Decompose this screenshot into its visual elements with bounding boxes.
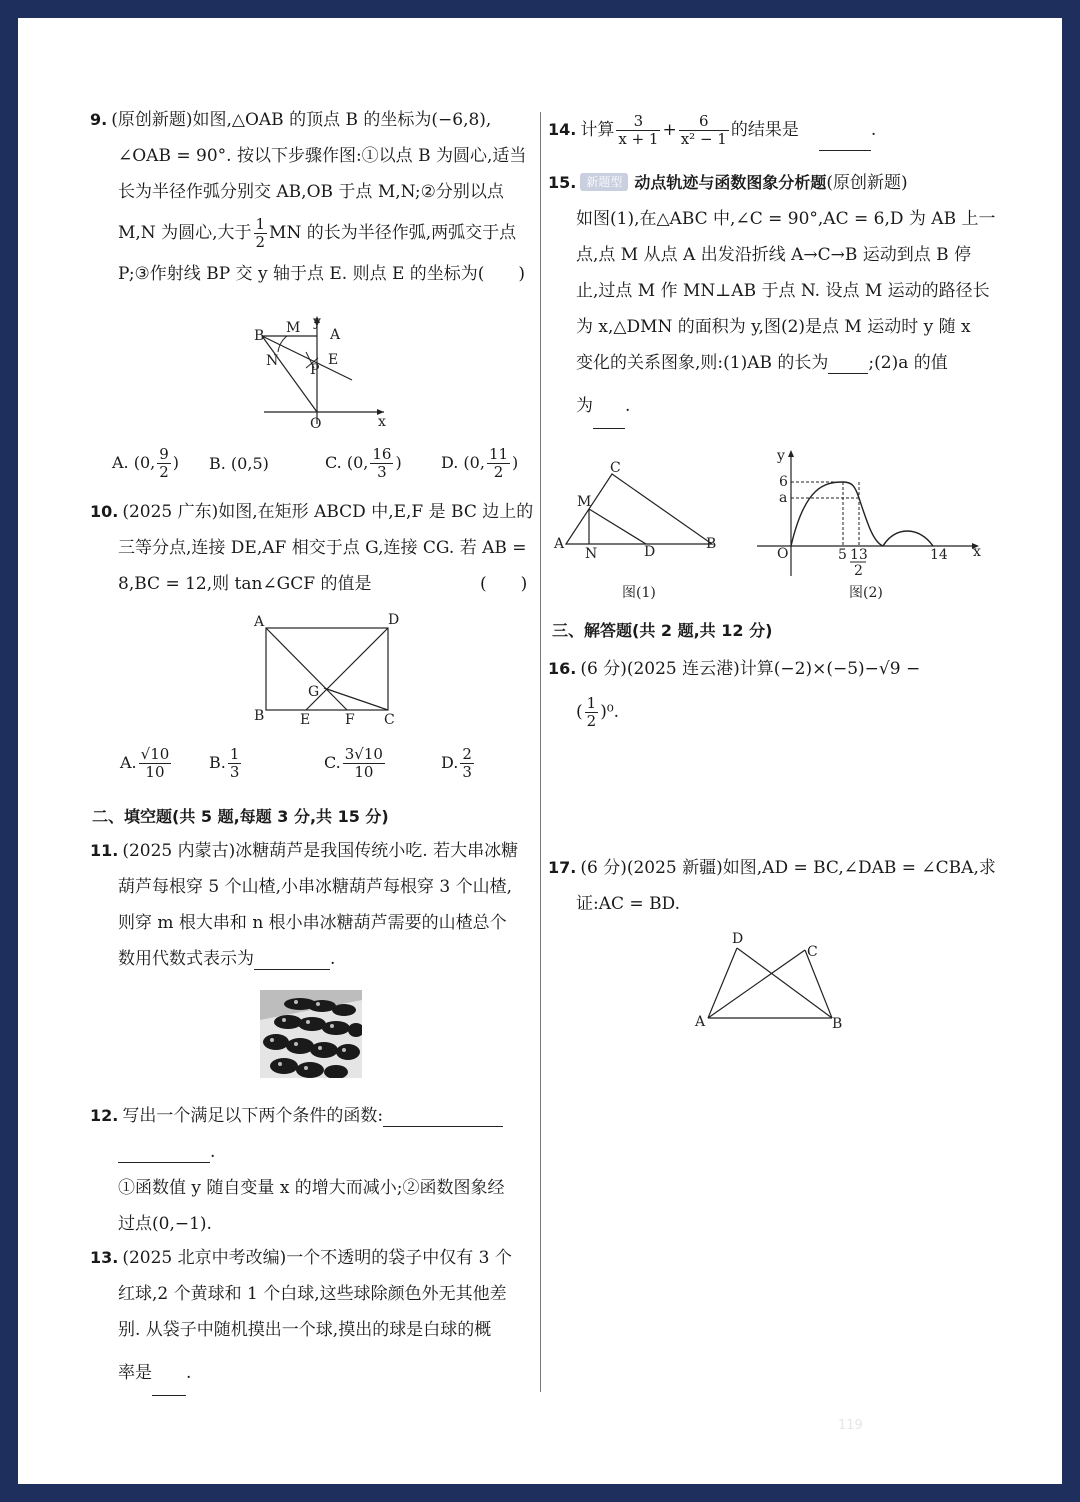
svg-text:G: G — [308, 684, 320, 700]
svg-text:B: B — [706, 536, 717, 552]
svg-text:5: 5 — [838, 547, 847, 563]
svg-text:A: A — [695, 1014, 706, 1030]
answer-blank-a[interactable] — [593, 410, 625, 429]
question-number: 13. — [90, 1248, 119, 1267]
answer-blank[interactable] — [383, 1108, 503, 1127]
fraction: $\frac{1}{2}$ — [255, 215, 266, 251]
svg-text:N: N — [266, 353, 279, 369]
svg-text:N: N — [585, 546, 598, 562]
svg-text:a: a — [779, 490, 788, 506]
question-number: 17. — [548, 858, 577, 877]
question-number: 16. — [548, 659, 577, 678]
answer-blank-ab[interactable] — [828, 355, 868, 374]
svg-text:x: x — [973, 544, 981, 560]
answer-blank[interactable] — [819, 132, 871, 151]
svg-text:B: B — [254, 328, 265, 344]
svg-text:y: y — [313, 314, 321, 330]
question-14: 14. 计算 $\frac{3}{x + 1}$ + $\frac{6}{\text{x² − 1}}$ 的结果是 . — [548, 108, 876, 152]
svg-text:E: E — [328, 352, 339, 368]
svg-text:O: O — [777, 546, 789, 562]
svg-text:E: E — [300, 712, 311, 728]
svg-text:x: x — [378, 414, 386, 430]
q17-figure — [692, 926, 852, 1036]
svg-text:M: M — [286, 320, 301, 336]
new-type-badge: 新题型 — [580, 173, 628, 191]
question-9: 9. (原创新题)如图,△OAB 的顶点 B 的坐标为(−6,8), ∠OAB = 90°. 按以下步骤作图:①以点 B 为圆心,适当 长为半径作弧分别交 AB,OB 于点 M,N;②分别以点 M,N 为圆心,大于 $\frac{1}{2}$ MN 的长为半径作弧,两弧交于点 P;③作射线 BP 交 y 轴于点 E. 则点 E 的坐标为( ) — [90, 110, 527, 284]
answer-blank[interactable] — [254, 951, 330, 970]
svg-text:2: 2 — [854, 563, 863, 579]
question-number: 14. — [548, 120, 577, 139]
section-heading-2: 二、填空题(共 5 题,每题 3 分,共 15 分) — [92, 807, 389, 826]
fraction: $\frac{1}{2}$ — [586, 694, 597, 730]
svg-text:M: M — [577, 494, 592, 510]
svg-text:P: P — [310, 362, 320, 378]
q15-figure-1 — [552, 460, 722, 600]
q9-figure — [250, 312, 400, 432]
question-number: 10. — [90, 502, 119, 521]
svg-text:A: A — [254, 614, 265, 630]
page-number: 119 — [838, 1418, 863, 1433]
svg-text:F: F — [345, 712, 355, 728]
svg-text:B: B — [832, 1016, 843, 1032]
svg-text:B: B — [254, 708, 265, 724]
svg-text:O: O — [310, 416, 322, 432]
svg-text:6: 6 — [779, 474, 788, 490]
question-13: 13. (2025 北京中考改编)一个不透明的袋子中仅有 3 个 红球,2 个黄球和 1 个白球,这些球除颜色外无其他差 别. 从袋子中随机摸出一个球,摸出的球是白球的概 率是 . — [90, 1240, 512, 1398]
fraction: $\frac{6}{\text{x² − 1}}$ — [680, 112, 727, 148]
question-17: 17. (6 分)(2025 新疆)如图,AD = BC,∠DAB = ∠CBA,求 证:AC = BD. — [548, 858, 996, 914]
answer-blank[interactable] — [152, 1377, 186, 1396]
answer-blank-continued[interactable] — [118, 1144, 210, 1163]
svg-text:图(1): 图(1) — [622, 585, 656, 601]
svg-text:y: y — [777, 448, 785, 464]
fraction: $\frac{3}{x + 1}$ — [618, 112, 659, 148]
question-15: 15. 新题型 动点轨迹与函数图象分析题(原创新题) 如图(1),在△ABC 中,∠C = 90°,AC = 6,D 为 AB 上一 点,点 M 从点 A 出发沿折线 A→C→B 运动到点 B 停 止,过点 M 作 MN⊥AB 于点 N. 设点 M 运动的路径长 为 x,△DMN 的面积为 y,图(2)是点 M 运动时 y 随 x 变化的关系图象,则:(1)AB 的长为 ;(2)a 的值 为 . — [548, 165, 995, 431]
svg-text:D: D — [644, 544, 656, 560]
question-number: 9. — [90, 110, 108, 129]
question-16: 16. (6 分)(2025 连云港)计算(−2)×(−5)−√9 − ( $\frac{1}{2}$ )⁰. — [548, 659, 921, 730]
svg-text:A: A — [330, 327, 341, 343]
candied-haws-photo — [260, 990, 362, 1078]
svg-text:C: C — [807, 944, 818, 960]
svg-text:14: 14 — [930, 547, 948, 563]
section-heading-3: 三、解答题(共 2 题,共 12 分) — [552, 621, 773, 640]
svg-text:A: A — [554, 536, 565, 552]
question-number: 12. — [90, 1106, 119, 1125]
question-number: 11. — [90, 841, 119, 860]
q10-figure — [250, 610, 410, 730]
svg-text:D: D — [388, 612, 400, 628]
svg-text:C: C — [384, 712, 395, 728]
question-11: 11. (2025 内蒙古)冰糖葫芦是我国传统小吃. 若大串冰糖 葫芦每根穿 5 个山楂,小串冰糖葫芦每根穿 3 个山楂, 则穿 m 根大串和 n 根小串冰糖葫芦需要的山楂总个 数用代数式表示为 . — [90, 841, 519, 969]
question-number: 15. — [548, 173, 577, 192]
svg-text:图(2): 图(2) — [849, 585, 883, 601]
q15-figure-2 — [755, 446, 985, 602]
svg-text:D: D — [732, 931, 744, 947]
svg-text:C: C — [610, 460, 621, 476]
question-12: 12. 写出一个满足以下两个条件的函数: . ①函数值 y 随自变量 x 的增大而减小;②函数图象经 过点(0,−1). — [90, 1106, 505, 1234]
svg-text:13: 13 — [850, 547, 868, 563]
column-divider — [540, 112, 541, 1392]
question-10: 10. (2025 广东)如图,在矩形 ABCD 中,E,F 是 BC 边上的 三等分点,连接 DE,AF 相交于点 G,连接 CG. 若 AB = 8,BC = 12,则 tan∠GCF 的值是 ( ) — [90, 502, 534, 594]
